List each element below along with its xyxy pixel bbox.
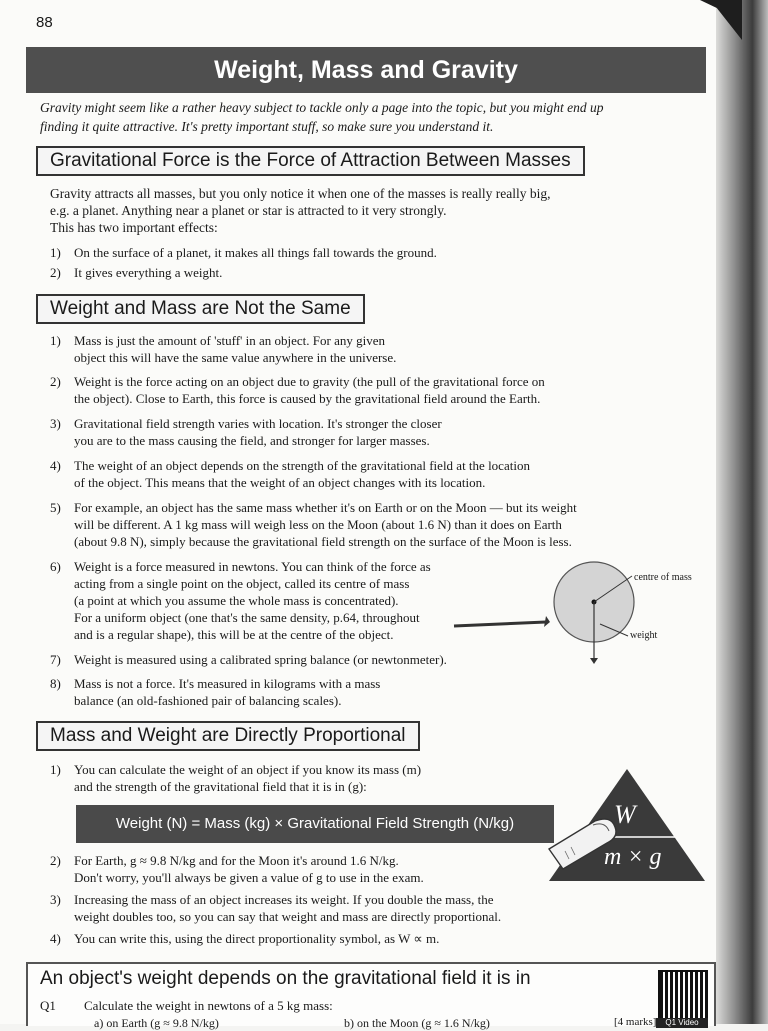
- list-item: [50, 930, 690, 948]
- item-number: 1): [50, 245, 61, 260]
- item-line: The weight of an object depends on the strength of the gravitational field at the location: [74, 458, 530, 473]
- item-number: 3): [50, 416, 61, 431]
- question-label: Q1: [40, 998, 56, 1013]
- item-line: and is a regular shape), this will be at the centre of the object.: [74, 627, 394, 642]
- item-text: It gives everything a weight.: [74, 265, 223, 280]
- question-marks: [4 marks]: [614, 1016, 657, 1028]
- section1-line-1: Gravity attracts all masses, but you only notice it when one of the masses is really really big,: [50, 186, 551, 201]
- triangle-bottom-mg: m × g: [604, 844, 662, 870]
- list-item: [50, 373, 690, 409]
- list-item: [50, 457, 690, 493]
- item-line: Weight is a force measured in newtons. You can think of the force as: [74, 559, 431, 574]
- qr-video-label[interactable]: Q1 Video: [656, 1018, 708, 1028]
- qr-code-icon[interactable]: [658, 970, 708, 1020]
- list-item: [50, 761, 530, 797]
- section1-line-3: This has two important effects:: [50, 220, 218, 235]
- section1-line-2: e.g. a planet. Anything near a planet or star is attracted to it very strongly.: [50, 203, 447, 218]
- item-line: Mass is just the amount of 'stuff' in an object. For any given: [74, 333, 385, 348]
- section-heading-proportional: Mass and Weight are Directly Proportional: [36, 721, 420, 751]
- item-number: 4): [50, 931, 61, 946]
- list-item: [50, 499, 690, 553]
- item-number: 1): [50, 762, 61, 777]
- list-item: [50, 244, 650, 262]
- item-number: 1): [50, 333, 61, 348]
- weight-label: weight: [630, 630, 658, 641]
- item-line: Weight is the force acting on an object due to gravity (the pull of the gravitational force on: [74, 374, 545, 389]
- item-number: 6): [50, 559, 61, 574]
- page-number: 88: [36, 14, 53, 31]
- section-heading-weight-mass: Weight and Mass are Not the Same: [36, 294, 365, 324]
- item-line: (about 9.8 N), simply because the gravitational field strength on the surface of the Moon is less.: [74, 534, 572, 549]
- item-line: (a point at which you assume the whole mass is concentrated).: [74, 593, 399, 608]
- item-line: For Earth, g ≈ 9.8 N/kg and for the Moon it's around 1.6 N/kg.: [74, 853, 399, 868]
- pointer-arrow: [454, 622, 546, 626]
- item-line: Gravitational field strength varies with location. It's stronger the closer: [74, 416, 442, 431]
- item-line: Weight is measured using a calibrated spring balance (or newtonmeter).: [74, 652, 447, 667]
- page-title: Weight, Mass and Gravity: [26, 47, 706, 93]
- item-line: balance (an old-fashioned pair of balancing scales).: [74, 693, 342, 708]
- intro-paragraph: [40, 98, 700, 136]
- list-item: [50, 651, 690, 669]
- question-part-a: a) on Earth (g ≈ 9.8 N/kg): [94, 1016, 219, 1030]
- list-item: [50, 264, 650, 282]
- item-line: You can calculate the weight of an object if you know its mass (m): [74, 762, 422, 777]
- item-line: the object). Close to Earth, this force is caused by the gravitational field around the Earth.: [74, 391, 541, 406]
- item-number: 2): [50, 265, 61, 280]
- item-line: will be different. A 1 kg mass will weigh less on the Moon (about 1.6 N) than it does on Earth: [74, 517, 562, 532]
- item-number: 5): [50, 500, 61, 515]
- item-number: 4): [50, 458, 61, 473]
- item-number: 2): [50, 853, 61, 868]
- section-heading-gravitational-force: Gravitational Force is the Force of Attraction Between Masses: [36, 146, 585, 176]
- list-item: [50, 891, 690, 927]
- list-item: [50, 558, 500, 646]
- intro-line-2: finding it quite attractive. It's pretty important stuff, so make sure you understand it.: [40, 119, 494, 134]
- item-number: 7): [50, 652, 61, 667]
- item-number: 3): [50, 892, 61, 907]
- item-line: of the object. This means that the weight of an object changes with its location.: [74, 475, 486, 490]
- question-part-b: b) on the Moon (g ≈ 1.6 N/kg): [344, 1016, 490, 1030]
- intro-line-1: Gravity might seem like a rather heavy subject to tackle only a page into the topic, but you might end up: [40, 100, 604, 115]
- item-line: For example, an object has the same mass whether it's on Earth or on the Moon — but its weight: [74, 500, 577, 515]
- list-item: [50, 675, 690, 711]
- item-line: For a uniform object (one that's the same density, p.64, throughout: [74, 610, 420, 625]
- weight-formula: Weight (N) = Mass (kg) × Gravitational Field Strength (N/kg): [76, 805, 554, 843]
- item-text: On the surface of a planet, it makes all things fall towards the ground.: [74, 245, 437, 260]
- item-line: Don't worry, you'll always be given a value of g to use in the exam.: [74, 870, 424, 885]
- question-box-title: An object's weight depends on the gravitational field it is in: [40, 968, 531, 989]
- question-box: [26, 962, 716, 1030]
- item-number: 8): [50, 676, 61, 691]
- item-line: You can write this, using the direct proportionality symbol, as W ∝ m.: [74, 931, 440, 946]
- item-number: 2): [50, 374, 61, 389]
- item-line: you are to the mass causing the field, and stronger for larger masses.: [74, 433, 430, 448]
- list-item: [50, 415, 690, 451]
- triangle-top-w: W: [614, 800, 636, 829]
- question-text: Calculate the weight in newtons of a 5 kg mass:: [84, 998, 333, 1013]
- list-item: [50, 332, 690, 368]
- item-line: and the strength of the gravitational field that it is in (g):: [74, 779, 367, 794]
- centre-of-mass-label: centre of mass: [634, 572, 692, 583]
- item-line: acting from a single point on the object, called its centre of mass: [74, 576, 410, 591]
- item-line: Mass is not a force. It's measured in kilograms with a mass: [74, 676, 381, 691]
- section1-body: [50, 185, 551, 236]
- item-line: object this will have the same value anywhere in the universe.: [74, 350, 397, 365]
- list-item: [50, 852, 550, 888]
- item-line: Increasing the mass of an object increases its weight. If you double the mass, the: [74, 892, 494, 907]
- book-spine: [716, 0, 768, 1024]
- item-line: weight doubles too, so you can say that weight and mass are directly proportional.: [74, 909, 502, 924]
